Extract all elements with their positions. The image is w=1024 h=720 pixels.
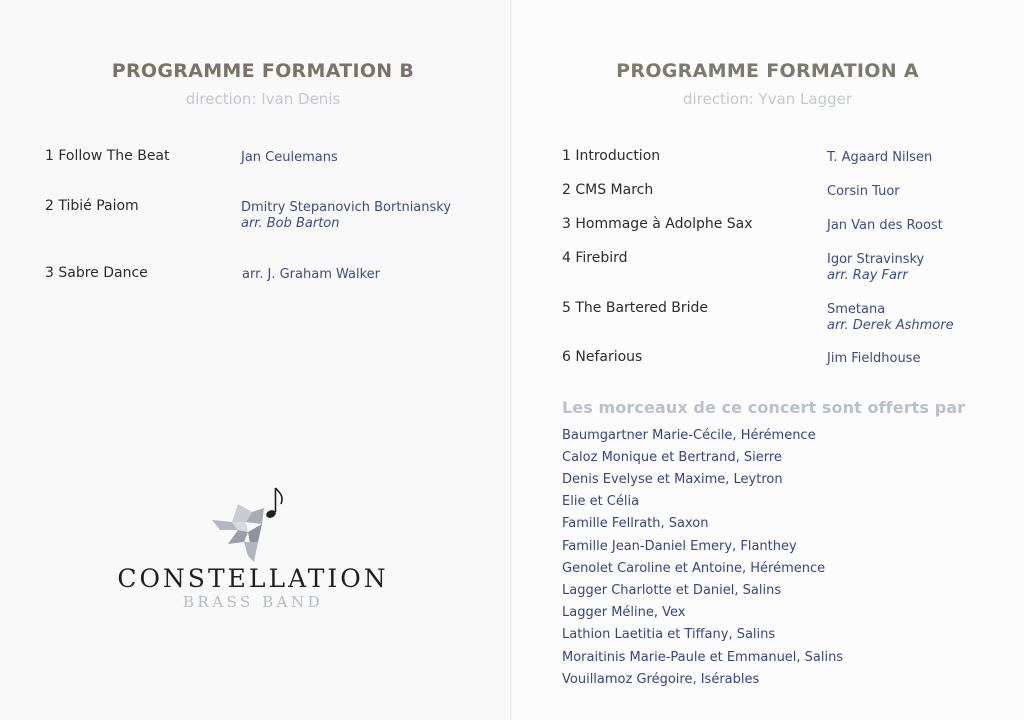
sponsor-item: Famille Fellrath, Saxon [562, 516, 709, 531]
sponsor-item: Vouillamoz Grégoire, Isérables [562, 672, 760, 687]
formation-a-direction: direction: Yvan Lagger [682, 90, 853, 108]
formation-a-piece-composer: Jim Fieldhouse [827, 351, 921, 366]
formation-a-heading: PROGRAMME FORMATION A [616, 60, 919, 82]
formation-b-piece-composer: arr. J. Graham Walker [242, 267, 380, 282]
formation-a-piece-arranger: arr. Derek Ashmore [827, 318, 954, 333]
sponsor-item: Denis Evelyse et Maxime, Leytron [562, 472, 783, 487]
formation-b-piece-title: 1 Follow The Beat [45, 148, 170, 164]
star-note-icon [208, 484, 298, 570]
sponsor-item: Baumgartner Marie-Cécile, Hérémence [562, 428, 816, 443]
star-petal-bottom-right [248, 524, 262, 544]
star-petal-stem [244, 542, 258, 562]
sponsor-item: Genolet Caroline et Antoine, Hérémence [562, 561, 826, 576]
formation-a-piece-title: 1 Introduction [562, 148, 661, 164]
formation-a-piece-title: 3 Hommage à Adolphe Sax [562, 216, 753, 232]
sponsor-item: Lagger Charlotte et Daniel, Salins [562, 583, 782, 598]
sponsor-item: Elie et Célia [562, 494, 640, 509]
formation-b-heading: PROGRAMME FORMATION B [111, 60, 415, 82]
logo-subtitle: BRASS BAND [182, 593, 324, 611]
formation-a-piece-composer: Igor Stravinsky [827, 252, 925, 267]
star-petal-bottom-left [228, 530, 248, 544]
formation-a-piece-composer: Jan Van des Roost [827, 218, 943, 233]
formation-a-piece-composer: Smetana [827, 302, 886, 317]
sponsor-item: Lagger Méline, Vex [562, 605, 686, 620]
formation-b-piece-title: 2 Tibié Paiom [45, 198, 139, 214]
formation-a-piece-composer: Corsin Tuor [827, 184, 900, 199]
formation-a-piece-title: 6 Nefarious [562, 349, 643, 365]
page-fold [510, 0, 512, 720]
formation-a-piece-title: 5 The Bartered Bride [562, 300, 709, 316]
formation-b-piece-arranger: arr. Bob Barton [241, 216, 340, 231]
formation-a-piece-title: 4 Firebird [562, 250, 628, 266]
sponsor-item: Moraitinis Marie-Paule et Emmanuel, Salins [562, 650, 844, 665]
note-flag [276, 488, 283, 504]
formation-b-piece-composer: Dmitry Stepanovich Bortniansky [241, 200, 452, 215]
formation-a-piece-arranger: arr. Ray Farr [827, 268, 908, 283]
formation-b-direction: direction: Ivan Denis [185, 90, 341, 108]
logo-name: CONSTELLATION [117, 564, 389, 593]
formation-a-piece-title: 2 CMS March [562, 182, 654, 198]
sponsor-item: Lathion Laetitia et Tiffany, Salins [562, 627, 776, 642]
formation-b-piece-title: 3 Sabre Dance [45, 265, 148, 281]
formation-b-piece-composer: Jan Ceulemans [241, 150, 338, 165]
sponsor-item: Famille Jean-Daniel Emery, Flanthey [562, 539, 797, 554]
left-page [0, 0, 511, 720]
formation-a-piece-composer: T. Agaard Nilsen [827, 150, 933, 165]
sponsors-title: Les morceaux de ce concert sont offerts par [562, 398, 966, 417]
sponsor-item: Caloz Monique et Bertrand, Sierre [562, 450, 782, 465]
